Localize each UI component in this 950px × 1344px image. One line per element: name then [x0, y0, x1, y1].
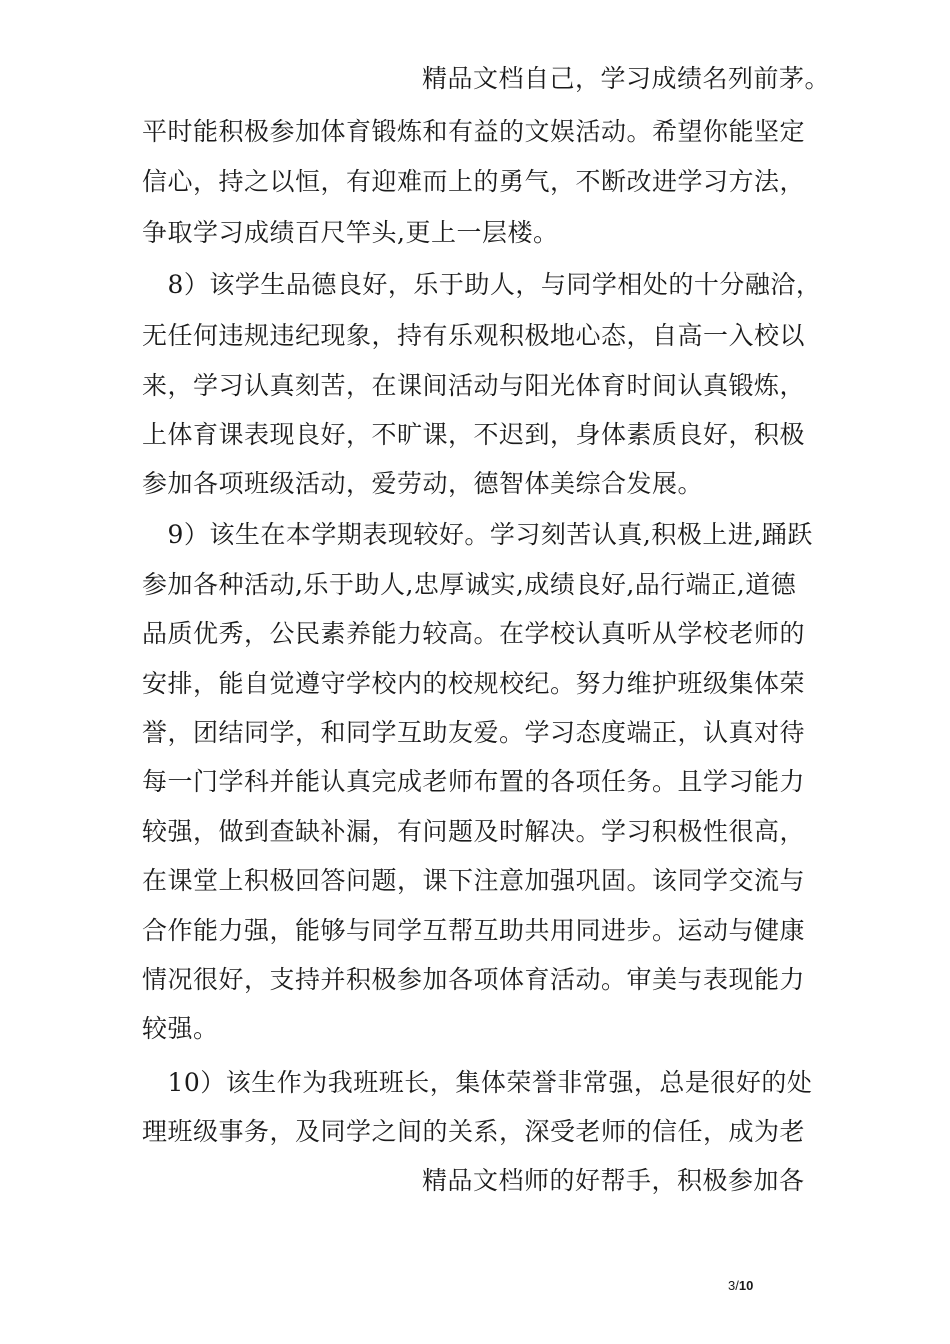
text-line: 较强。: [142, 1014, 219, 1043]
text-line: 参加各项班级活动，爱劳动，德智体美综合发展。: [142, 469, 704, 498]
text-line: 安排，能自觉遵守学校内的校规校纪。努力维护班级集体荣: [142, 669, 806, 698]
text-line: 理班级事务，及同学之间的关系，深受老师的信任，成为老: [142, 1117, 806, 1146]
text-line: 情况很好，支持并积极参加各项体育活动。审美与表现能力: [142, 965, 806, 994]
page-total: 10: [738, 1278, 754, 1293]
text-line: 平时能积极参加体育锻炼和有益的文娱活动。希望你能坚定: [142, 117, 806, 146]
text-line: 在课堂上积极回答问题，课下注意加强巩固。该同学交流与: [142, 866, 806, 895]
text-line: 较强，做到查缺补漏，有问题及时解决。学习积极性很高，: [142, 817, 806, 846]
text-line: 8）该学生品德良好，乐于助人，与同学相处的十分融洽，: [142, 270, 822, 299]
text-line: 参加各种活动,乐于助人,忠厚诚实,成绩良好,品行端正,道德: [142, 570, 797, 599]
text-line: 誉，团结同学，和同学互助友爱。学习态度端正，认真对待: [142, 718, 806, 747]
text-line: 10）该生作为我班班长，集体荣誉非常强，总是很好的处: [142, 1068, 813, 1097]
text-line: 精品文档师的好帮手，积极参加各: [422, 1166, 805, 1195]
text-line: 合作能力强，能够与同学互帮互助共用同进步。运动与健康: [142, 916, 806, 945]
text-line: 无任何违规违纪现象，持有乐观积极地心态，自高一入校以: [142, 321, 806, 350]
text-line: 品质优秀，公民素养能力较高。在学校认真听从学校老师的: [142, 619, 806, 648]
page-current: 3: [728, 1278, 736, 1293]
text-line: 精品文档自己，学习成绩名列前茅。: [422, 64, 831, 93]
text-line: 信心，持之以恒，有迎难而上的勇气，不断改进学习方法，: [142, 167, 806, 196]
text-line: 每一门学科并能认真完成老师布置的各项任务。且学习能力: [142, 767, 806, 796]
text-line: 争取学习成绩百尺竿头,更上一层楼。: [142, 218, 559, 247]
text-line: 上体育课表现良好，不旷课，不迟到，身体素质良好，积极: [142, 420, 806, 449]
page-separator: /: [735, 1278, 739, 1293]
page-number: [728, 1278, 753, 1293]
text-line: 来，学习认真刻苦，在课间活动与阳光体育时间认真锻炼，: [142, 371, 806, 400]
text-line: 9）该生在本学期表现较好。学习刻苦认真,积极上进,踊跃: [142, 520, 813, 549]
